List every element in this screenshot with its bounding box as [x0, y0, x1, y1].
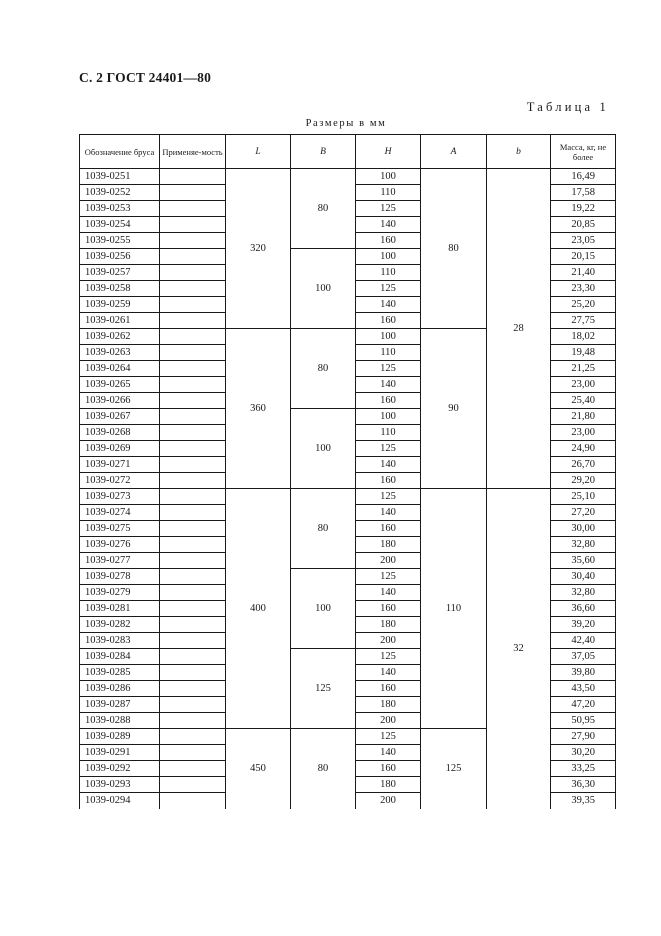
- col-header-L: L: [226, 135, 291, 169]
- cell-designation: 1039-0275: [80, 521, 160, 537]
- cell-mass: 21,25: [551, 361, 616, 377]
- cell-mass: 16,49: [551, 169, 616, 185]
- cell-H: 110: [356, 265, 421, 281]
- cell-designation: 1039-0285: [80, 665, 160, 681]
- cell-H: 100: [356, 409, 421, 425]
- cell-H: 125: [356, 281, 421, 297]
- cell-mass: 42,40: [551, 633, 616, 649]
- cell-applicability: [160, 521, 226, 537]
- cell-B: 100: [291, 409, 356, 489]
- cell-mass: 20,85: [551, 217, 616, 233]
- cell-H: 140: [356, 505, 421, 521]
- cell-mass: 26,70: [551, 457, 616, 473]
- cell-mass: 19,22: [551, 201, 616, 217]
- cell-designation: 1039-0263: [80, 345, 160, 361]
- cell-H: 200: [356, 633, 421, 649]
- col-header-b: b: [487, 135, 551, 169]
- cell-B: 80: [291, 729, 356, 809]
- cell-applicability: [160, 617, 226, 633]
- cell-mass: 23,30: [551, 281, 616, 297]
- cell-H: 180: [356, 777, 421, 793]
- cell-applicability: [160, 393, 226, 409]
- cell-applicability: [160, 169, 226, 185]
- cell-applicability: [160, 761, 226, 777]
- cell-B: 80: [291, 489, 356, 569]
- cell-applicability: [160, 377, 226, 393]
- cell-designation: 1039-0276: [80, 537, 160, 553]
- cell-applicability: [160, 425, 226, 441]
- cell-applicability: [160, 553, 226, 569]
- col-header-applicability: Применяе-мость: [160, 135, 226, 169]
- cell-H: 140: [356, 745, 421, 761]
- cell-designation: 1039-0294: [80, 793, 160, 809]
- cell-mass: 23,05: [551, 233, 616, 249]
- cell-designation: 1039-0266: [80, 393, 160, 409]
- cell-designation: 1039-0269: [80, 441, 160, 457]
- cell-mass: 25,20: [551, 297, 616, 313]
- col-header-mass: Масса, кг, не более: [551, 135, 616, 169]
- cell-mass: 33,25: [551, 761, 616, 777]
- cell-applicability: [160, 345, 226, 361]
- cell-H: 160: [356, 681, 421, 697]
- cell-applicability: [160, 217, 226, 233]
- cell-b: 28: [487, 169, 551, 489]
- cell-designation: 1039-0255: [80, 233, 160, 249]
- cell-H: 140: [356, 377, 421, 393]
- cell-mass: 17,58: [551, 185, 616, 201]
- cell-applicability: [160, 569, 226, 585]
- cell-H: 180: [356, 617, 421, 633]
- cell-H: 180: [356, 697, 421, 713]
- cell-applicability: [160, 633, 226, 649]
- cell-H: 160: [356, 473, 421, 489]
- cell-H: 125: [356, 729, 421, 745]
- cell-mass: 32,80: [551, 585, 616, 601]
- cell-H: 160: [356, 313, 421, 329]
- cell-designation: 1039-0265: [80, 377, 160, 393]
- cell-designation: 1039-0291: [80, 745, 160, 761]
- cell-mass: 35,60: [551, 553, 616, 569]
- cell-designation: 1039-0251: [80, 169, 160, 185]
- cell-mass: 27,75: [551, 313, 616, 329]
- cell-mass: 21,80: [551, 409, 616, 425]
- cell-designation: 1039-0262: [80, 329, 160, 345]
- cell-mass: 36,30: [551, 777, 616, 793]
- cell-L: 450: [226, 729, 291, 809]
- cell-applicability: [160, 249, 226, 265]
- cell-H: 140: [356, 457, 421, 473]
- table-row: [80, 169, 616, 185]
- cell-designation: 1039-0286: [80, 681, 160, 697]
- cell-designation: 1039-0289: [80, 729, 160, 745]
- cell-B: 125: [291, 649, 356, 729]
- cell-mass: 27,90: [551, 729, 616, 745]
- cell-H: 100: [356, 329, 421, 345]
- cell-designation: 1039-0254: [80, 217, 160, 233]
- cell-applicability: [160, 793, 226, 809]
- cell-mass: 23,00: [551, 377, 616, 393]
- cell-applicability: [160, 665, 226, 681]
- cell-applicability: [160, 185, 226, 201]
- cell-mass: 37,05: [551, 649, 616, 665]
- cell-H: 125: [356, 569, 421, 585]
- cell-B: 80: [291, 329, 356, 409]
- cell-designation: 1039-0264: [80, 361, 160, 377]
- cell-applicability: [160, 457, 226, 473]
- cell-applicability: [160, 729, 226, 745]
- cell-designation: 1039-0281: [80, 601, 160, 617]
- cell-designation: 1039-0283: [80, 633, 160, 649]
- cell-mass: 25,10: [551, 489, 616, 505]
- cell-applicability: [160, 745, 226, 761]
- cell-mass: 24,90: [551, 441, 616, 457]
- cell-designation: 1039-0277: [80, 553, 160, 569]
- cell-applicability: [160, 281, 226, 297]
- cell-H: 180: [356, 537, 421, 553]
- cell-designation: 1039-0282: [80, 617, 160, 633]
- col-header-A: A: [421, 135, 487, 169]
- cell-B: 100: [291, 569, 356, 649]
- cell-applicability: [160, 601, 226, 617]
- cell-H: 160: [356, 601, 421, 617]
- cell-designation: 1039-0257: [80, 265, 160, 281]
- cell-L: 400: [226, 489, 291, 729]
- table-caption: Таблица 1: [526, 100, 609, 114]
- cell-mass: 32,80: [551, 537, 616, 553]
- cell-mass: 39,35: [551, 793, 616, 809]
- cell-applicability: [160, 441, 226, 457]
- cell-applicability: [160, 473, 226, 489]
- cell-mass: 23,00: [551, 425, 616, 441]
- cell-A: 110: [421, 489, 487, 729]
- cell-designation: 1039-0252: [80, 185, 160, 201]
- cell-H: 140: [356, 585, 421, 601]
- cell-mass: 30,40: [551, 569, 616, 585]
- sizes-caption: Размеры в мм: [305, 118, 387, 129]
- cell-A: 80: [421, 169, 487, 329]
- cell-mass: 47,20: [551, 697, 616, 713]
- cell-mass: 50,95: [551, 713, 616, 729]
- cell-H: 110: [356, 425, 421, 441]
- cell-H: 110: [356, 345, 421, 361]
- cell-H: 200: [356, 553, 421, 569]
- cell-A: 90: [421, 329, 487, 489]
- cell-H: 125: [356, 649, 421, 665]
- cell-applicability: [160, 201, 226, 217]
- cell-H: 140: [356, 217, 421, 233]
- page-title: С. 2 ГОСТ 24401—80: [79, 70, 212, 85]
- cell-mass: 30,20: [551, 745, 616, 761]
- cell-designation: 1039-0284: [80, 649, 160, 665]
- cell-mass: 27,20: [551, 505, 616, 521]
- cell-H: 200: [356, 713, 421, 729]
- cell-designation: 1039-0274: [80, 505, 160, 521]
- cell-mass: 36,60: [551, 601, 616, 617]
- cell-H: 140: [356, 665, 421, 681]
- cell-H: 140: [356, 297, 421, 313]
- cell-H: 160: [356, 393, 421, 409]
- cell-applicability: [160, 697, 226, 713]
- cell-H: 160: [356, 233, 421, 249]
- cell-applicability: [160, 361, 226, 377]
- cell-designation: 1039-0292: [80, 761, 160, 777]
- cell-designation: 1039-0278: [80, 569, 160, 585]
- cell-H: 160: [356, 521, 421, 537]
- cell-L: 320: [226, 169, 291, 329]
- cell-H: 125: [356, 201, 421, 217]
- cell-applicability: [160, 777, 226, 793]
- cell-designation: 1039-0272: [80, 473, 160, 489]
- cell-A: 125: [421, 729, 487, 809]
- cell-designation: 1039-0273: [80, 489, 160, 505]
- cell-mass: 19,48: [551, 345, 616, 361]
- cell-L: 360: [226, 329, 291, 489]
- table-body: [80, 169, 616, 809]
- cell-applicability: [160, 649, 226, 665]
- cell-applicability: [160, 265, 226, 281]
- cell-H: 100: [356, 169, 421, 185]
- cell-applicability: [160, 585, 226, 601]
- cell-B: 100: [291, 249, 356, 329]
- cell-designation: 1039-0258: [80, 281, 160, 297]
- cell-mass: 39,20: [551, 617, 616, 633]
- cell-designation: 1039-0267: [80, 409, 160, 425]
- col-header-H: H: [356, 135, 421, 169]
- cell-H: 200: [356, 793, 421, 809]
- cell-B: 80: [291, 169, 356, 249]
- cell-H: 100: [356, 249, 421, 265]
- cell-H: 125: [356, 489, 421, 505]
- cell-mass: 43,50: [551, 681, 616, 697]
- cell-applicability: [160, 681, 226, 697]
- cell-applicability: [160, 537, 226, 553]
- cell-H: 160: [356, 761, 421, 777]
- cell-applicability: [160, 297, 226, 313]
- cell-mass: 25,40: [551, 393, 616, 409]
- col-header-designation: Обозначение бруса: [80, 135, 160, 169]
- cell-designation: 1039-0288: [80, 713, 160, 729]
- cell-H: 110: [356, 185, 421, 201]
- cell-mass: 30,00: [551, 521, 616, 537]
- cell-mass: 21,40: [551, 265, 616, 281]
- cell-mass: 18,02: [551, 329, 616, 345]
- cell-applicability: [160, 505, 226, 521]
- cell-designation: 1039-0256: [80, 249, 160, 265]
- cell-mass: 29,20: [551, 473, 616, 489]
- cell-applicability: [160, 713, 226, 729]
- cell-designation: 1039-0279: [80, 585, 160, 601]
- cell-designation: 1039-0293: [80, 777, 160, 793]
- cell-designation: 1039-0268: [80, 425, 160, 441]
- cell-applicability: [160, 329, 226, 345]
- cell-mass: 39,80: [551, 665, 616, 681]
- cell-designation: 1039-0259: [80, 297, 160, 313]
- cell-b: 32: [487, 489, 551, 809]
- table-header-row: [80, 135, 616, 169]
- cell-H: 125: [356, 441, 421, 457]
- table-row: [80, 489, 616, 505]
- cell-applicability: [160, 489, 226, 505]
- cell-applicability: [160, 233, 226, 249]
- cell-mass: 20,15: [551, 249, 616, 265]
- cell-designation: 1039-0271: [80, 457, 160, 473]
- cell-applicability: [160, 409, 226, 425]
- col-header-B: B: [291, 135, 356, 169]
- cell-designation: 1039-0287: [80, 697, 160, 713]
- cell-designation: 1039-0253: [80, 201, 160, 217]
- cell-designation: 1039-0261: [80, 313, 160, 329]
- dimensions-table: [79, 134, 616, 809]
- cell-applicability: [160, 313, 226, 329]
- cell-H: 125: [356, 361, 421, 377]
